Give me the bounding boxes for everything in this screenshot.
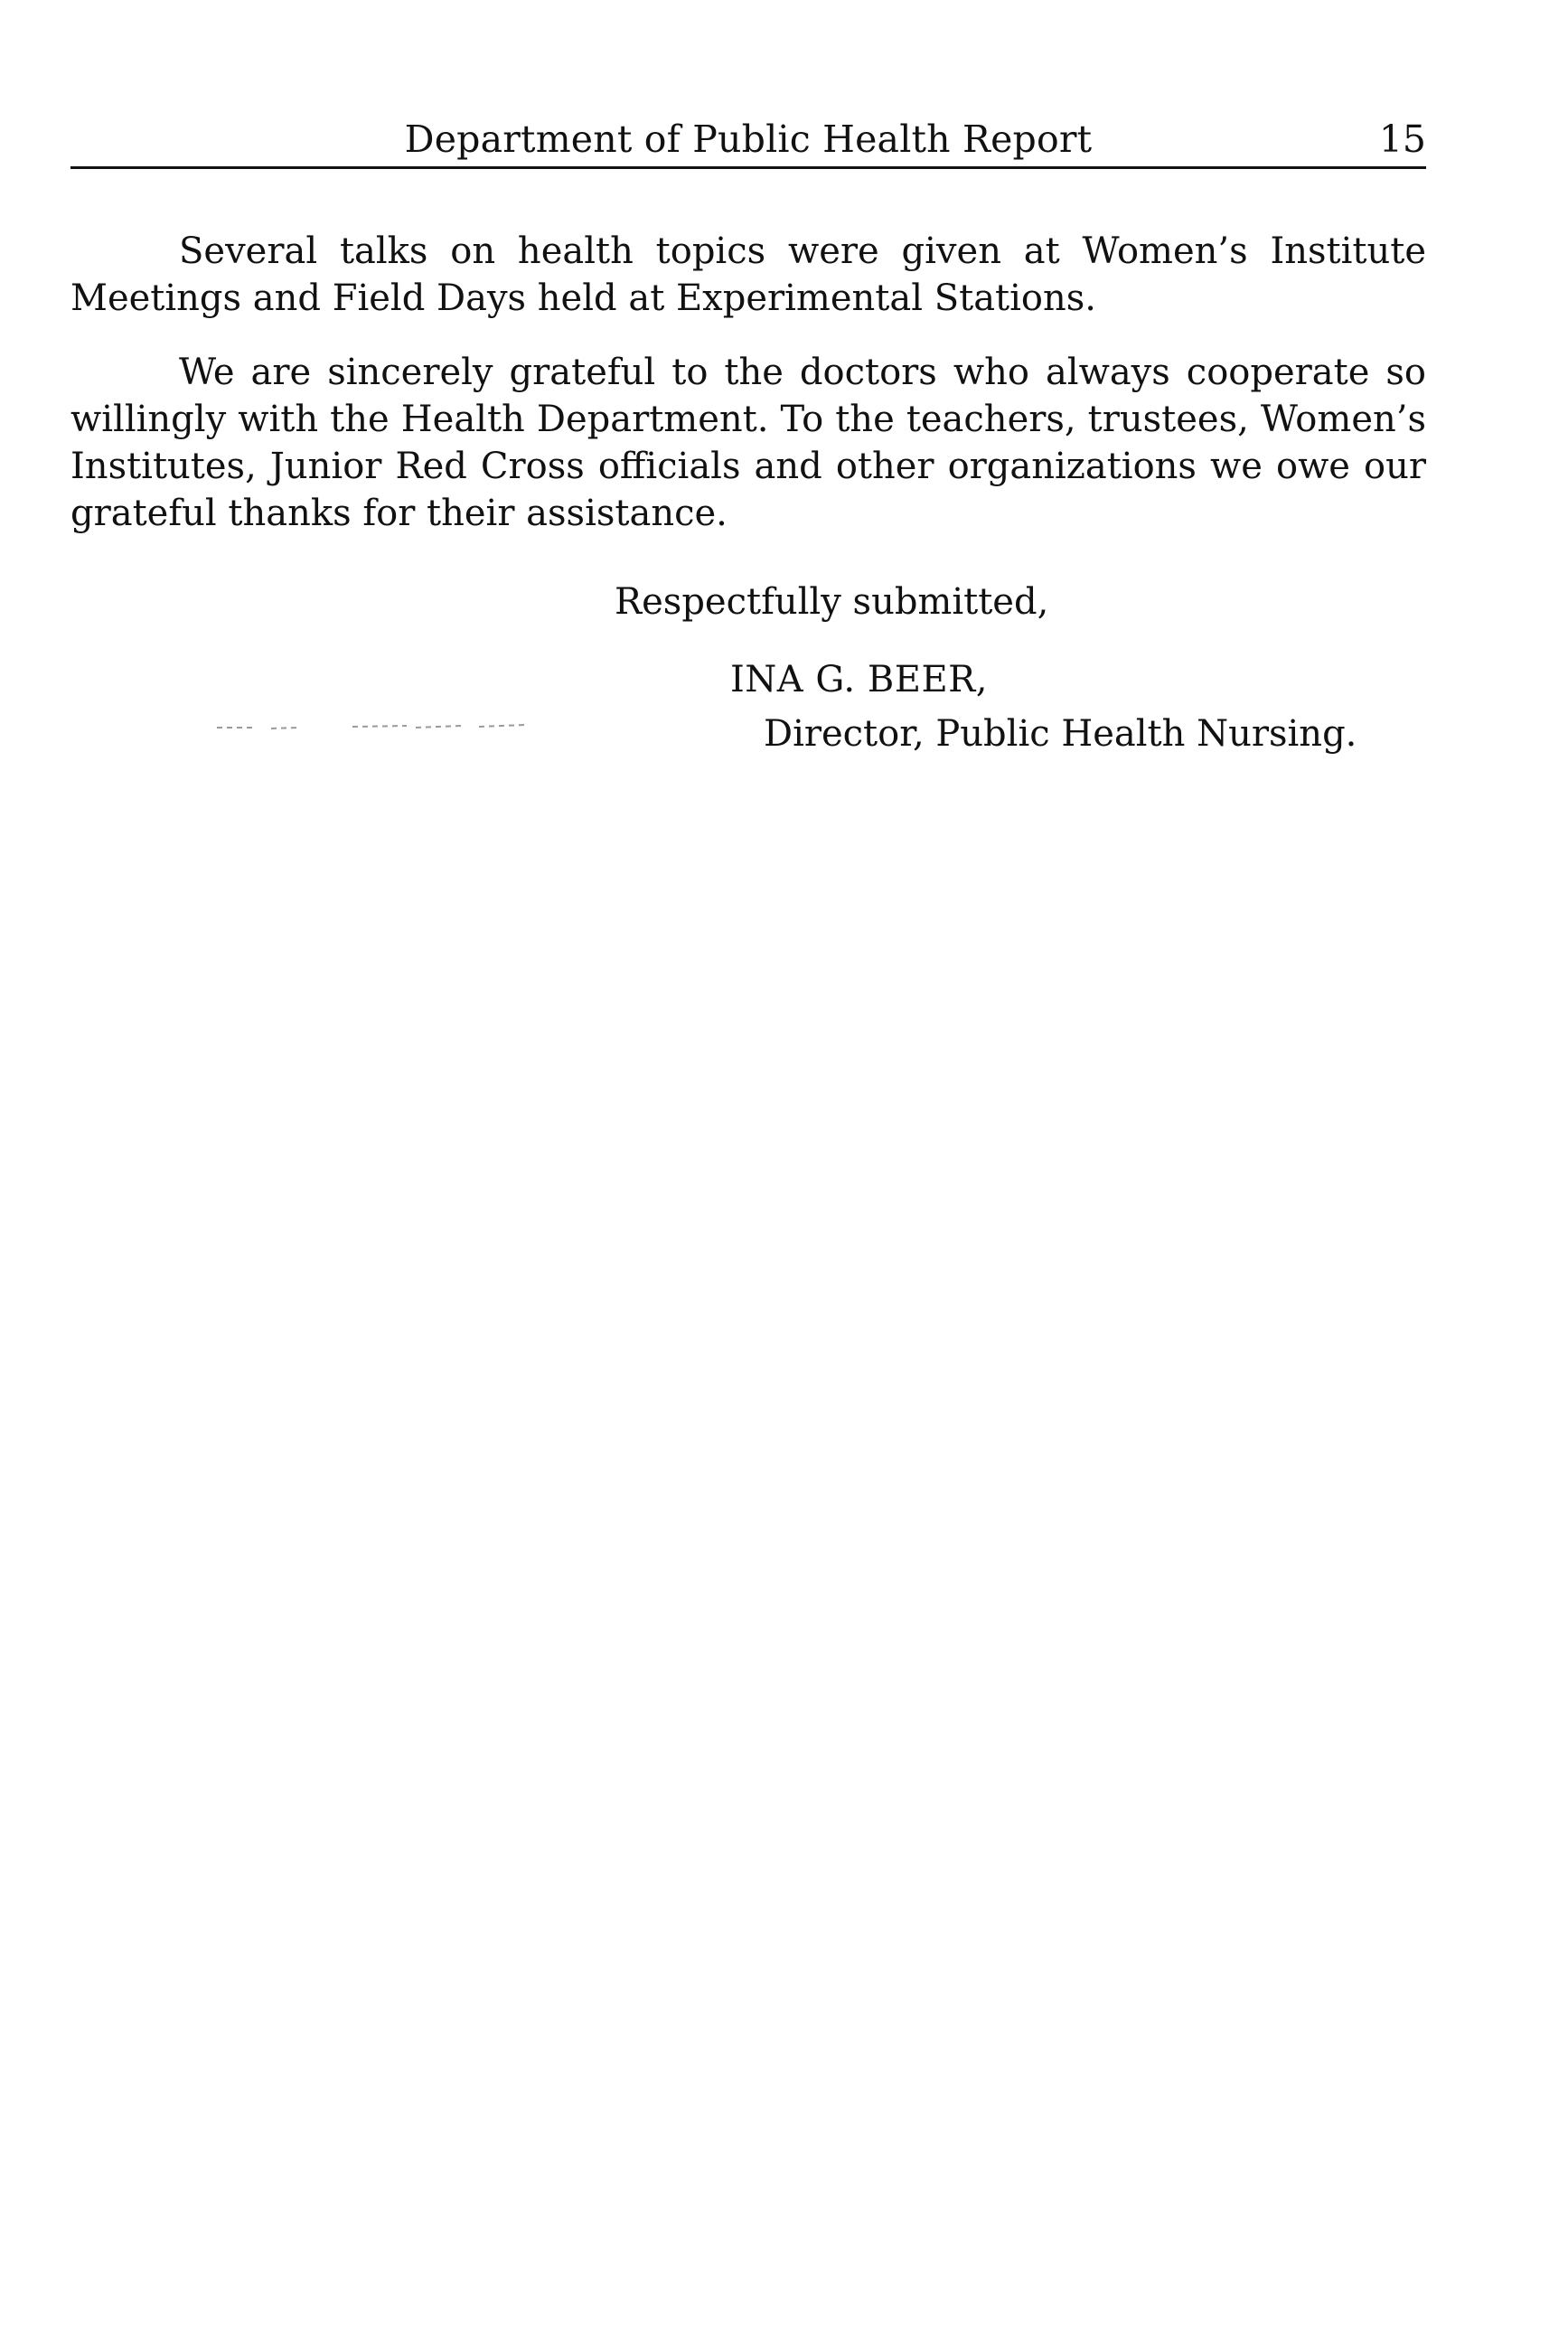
running-title: Department of Public Health Report [404, 118, 1093, 161]
signer-title: Director, Public Health Nursing. [764, 713, 1357, 755]
running-header [70, 110, 1426, 168]
body-text [70, 228, 1426, 564]
header-rule [70, 166, 1426, 169]
closing-salutation: Respectfully submitted, [615, 581, 1049, 623]
paragraph-health-talks: Several talks on health topics were given at Women’s Institute Meetings and Field Days held at Experimental Stations. [70, 230, 1426, 319]
paragraph-acknowledgements: We are sincerely grateful to the doctors who always cooperate so willingly with the Health Department. To the teachers, trustees, Women’s Institutes, Junior Red Cross officials and other organizations we owe our grateful thanks for their assistance. [70, 352, 1426, 534]
faint-ink-mark [217, 719, 560, 737]
signer-name: INA G. BEER, [730, 659, 988, 700]
page-number: 15 [1378, 118, 1426, 161]
